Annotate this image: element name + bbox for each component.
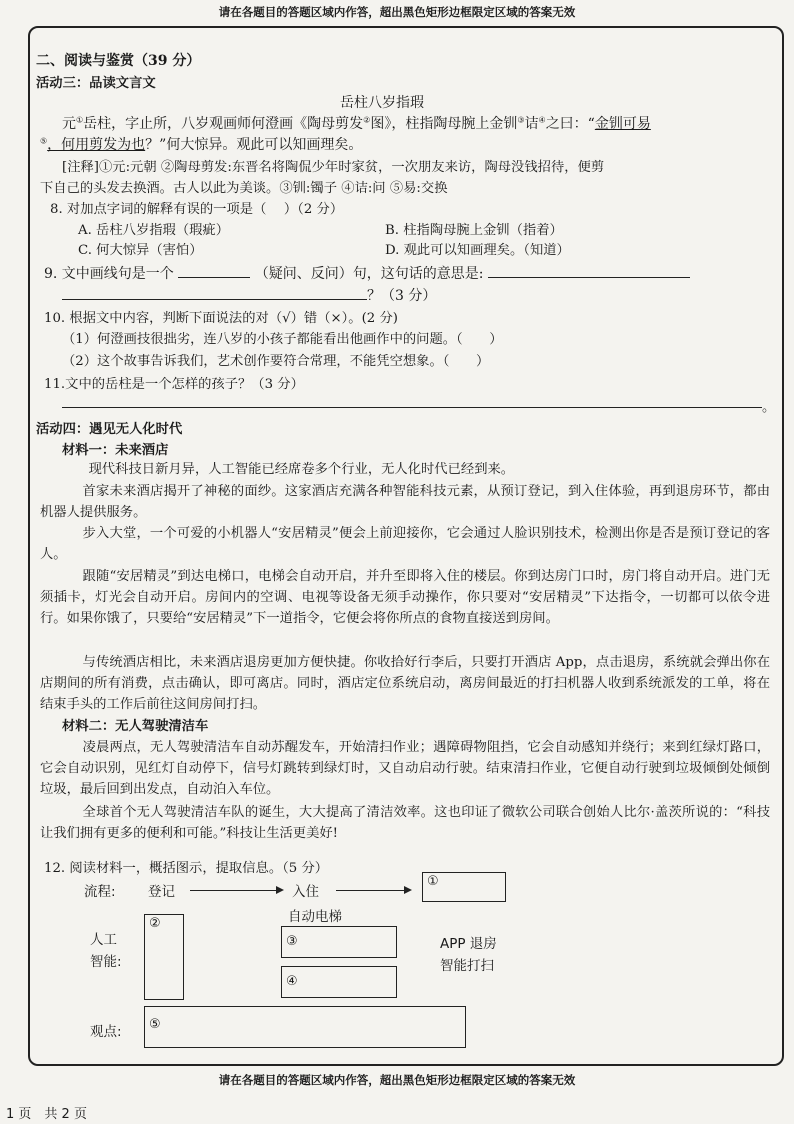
underlined-sentence-part1: 金钏可易 (594, 116, 651, 132)
bottom-warning-banner: 请在各题目的答题区域内作答，超出黑色矩形边框限定区域的答案无效 (218, 1073, 576, 1087)
note-line-2: 下自己的头发去换酒。古人以此为美谈。③钏:镯子 ④诘:问 ⑤易:交换 (40, 181, 448, 196)
flow-step-register: 登记 (148, 884, 175, 900)
note-line-1: [注释]①元:元朝 ②陶母剪发:东晋名将陶侃少年时家贫，一次朋友来访，陶母没钱招待，便剪 (62, 160, 605, 175)
ai-label-line1: 人工 (90, 932, 117, 948)
activity4-title: 活动四：遇见无人化时代 (36, 422, 183, 437)
passage-line-1: 元①岳柱，字止所，八岁观画师何澄画《陶母剪发②图》，柱指陶母腕上金钏③诘④之曰：“金钏可易 (62, 115, 651, 132)
q11-period: 。 (762, 400, 776, 415)
material2-paragraph-2: 全球首个无人驾驶清洁车队的诞生，大大提高了清洁效率。这也印证了微软公司联合创始人比尔·盖茨所说的：“科技让我们拥有更多的便利和可能。”科技让生活更美好! (40, 805, 770, 841)
material1-title: 材料一：未来酒店 (62, 443, 169, 458)
answer-box-1[interactable]: ① (422, 872, 506, 902)
flow-label: 流程: (84, 884, 116, 900)
question-9: 9. 文中画线句是一个 （疑问、反问）句，这句话的意思是: (44, 263, 690, 283)
material1-paragraph-2: 首家未来酒店揭开了神秘的面纱。这家酒店充满各种智能科技元素，从预订登记，到入住体验，再到退房环节，都由机器人提供服务。 (40, 484, 770, 520)
auto-elevator-label: 自动电梯 (288, 909, 342, 925)
answer-box-3[interactable]: ③ (281, 926, 397, 958)
answer-box-4[interactable]: ④ (281, 966, 397, 998)
smart-cleaning-label: 智能打扫 (440, 958, 494, 974)
q8-option-a: A. 岳柱八岁指瑕（瑕疵） (78, 223, 230, 238)
q10-item-2: （2）这个故事告诉我们，艺术创作要符合常理，不能凭空想象。（ ） (62, 354, 490, 369)
passage-title: 岳柱八岁指瑕 (340, 95, 424, 111)
section-title: 二、阅读与鉴赏（39 分） (36, 53, 201, 69)
ai-label-line2: 智能: (90, 954, 122, 970)
viewpoint-label: 观点: (90, 1024, 122, 1040)
q9-meaning-blank-2[interactable] (62, 287, 367, 300)
question-8: 8. 对加点字词的解释有误的一项是（ ）（2 分） (50, 202, 344, 217)
q10-item-1: （1）何澄画技很拙劣，连八岁的小孩子都能看出他画作中的问题。（ ） (62, 332, 503, 347)
question-12: 12. 阅读材料一，概括图示，提取信息。（5 分） (44, 861, 329, 876)
question-9-line2: ？（3 分） (62, 285, 436, 305)
q8-option-c: C. 何大惊异（害怕） (78, 243, 203, 258)
q8-option-b: B. 柱指陶母腕上金钏（指着） (385, 223, 563, 238)
top-warning-banner: 请在各题目的答题区域内作答，超出黑色矩形边框限定区域的答案无效 (218, 5, 576, 19)
question-10: 10. 根据文中内容，判断下面说法的对（√）错（×）。(2 分) (44, 311, 398, 326)
q9-type-blank[interactable] (178, 265, 250, 278)
material1-paragraph-1: 现代科技日新月异，人工智能已经席卷多个行业，无人化时代已经到来。 (88, 462, 515, 477)
activity3-title: 活动三：品读文言文 (36, 76, 156, 91)
flow-arrow-2 (336, 890, 410, 891)
material1-paragraph-3: 步入大堂，一个可爱的小机器人“安居精灵”便会上前迎接你，它会通过人脸识别技术，检测出你是否是预订登记的客人。 (40, 526, 770, 562)
flow-step-checkin: 入住 (292, 884, 319, 900)
answer-box-2[interactable]: ② (144, 914, 184, 1000)
page-footer: 1 页 共 2 页 (6, 1107, 87, 1122)
passage-line-2: ⑤，何用剪发为也？”何大惊异。观此可以知画理矣。 (40, 136, 363, 153)
flow-arrow-1 (190, 890, 282, 891)
material1-paragraph-5: 与传统酒店相比，未来酒店退房更加方便快捷。你收拾好行李后，只要打开酒店 App，点击退房，系统就会弹出你在店期间的所有消费，点击确认，即可离店。同时，酒店定位系统启动，离房间最近的打扫机器人收到系统派发的工单，将在结束手头的工作后前往这间房间打扫。 (40, 655, 770, 712)
answer-box-5[interactable]: ⑤ (144, 1006, 466, 1048)
question-11: 11.文中的岳柱是一个怎样的孩子？（3 分） (44, 377, 304, 392)
material2-paragraph-1: 凌晨两点，无人驾驶清洁车自动苏醒发车，开始清扫作业；遇障碍物阻挡，它会自动感知并绕行；来到红绿灯路口，它会自动识别，见红灯自动停下，信号灯跳转到绿灯时，又自动启动行驶。结束清扫作业，它便自动行驶到垃圾倾倒处倾倒垃圾，最后回到出发点，自动泊入车位。 (40, 740, 770, 797)
material2-title: 材料二：无人驾驶清洁车 (62, 719, 209, 734)
q9-meaning-blank-1[interactable] (488, 265, 690, 278)
app-checkout-label: APP 退房 (440, 936, 497, 952)
q11-answer-line[interactable] (62, 406, 762, 408)
material1-paragraph-4: 跟随“安居精灵”到达电梯口，电梯会自动开启，并升至即将入住的楼层。你到达房门口时，房门将自动开启。进门无须插卡，灯光会自动开启。房间内的空调、电视等设备无须手动操作，你只要对“安居精灵”下达指令，一切都可以依令进行。如果你饿了，只要给“安居精灵”下一道指令，它便会将你所点的食物直接送到房间。 (40, 569, 770, 626)
underlined-sentence-part2: ，何用剪发为也 (47, 137, 146, 153)
q8-option-d: D. 观此可以知画理矣。（知道） (385, 243, 570, 258)
